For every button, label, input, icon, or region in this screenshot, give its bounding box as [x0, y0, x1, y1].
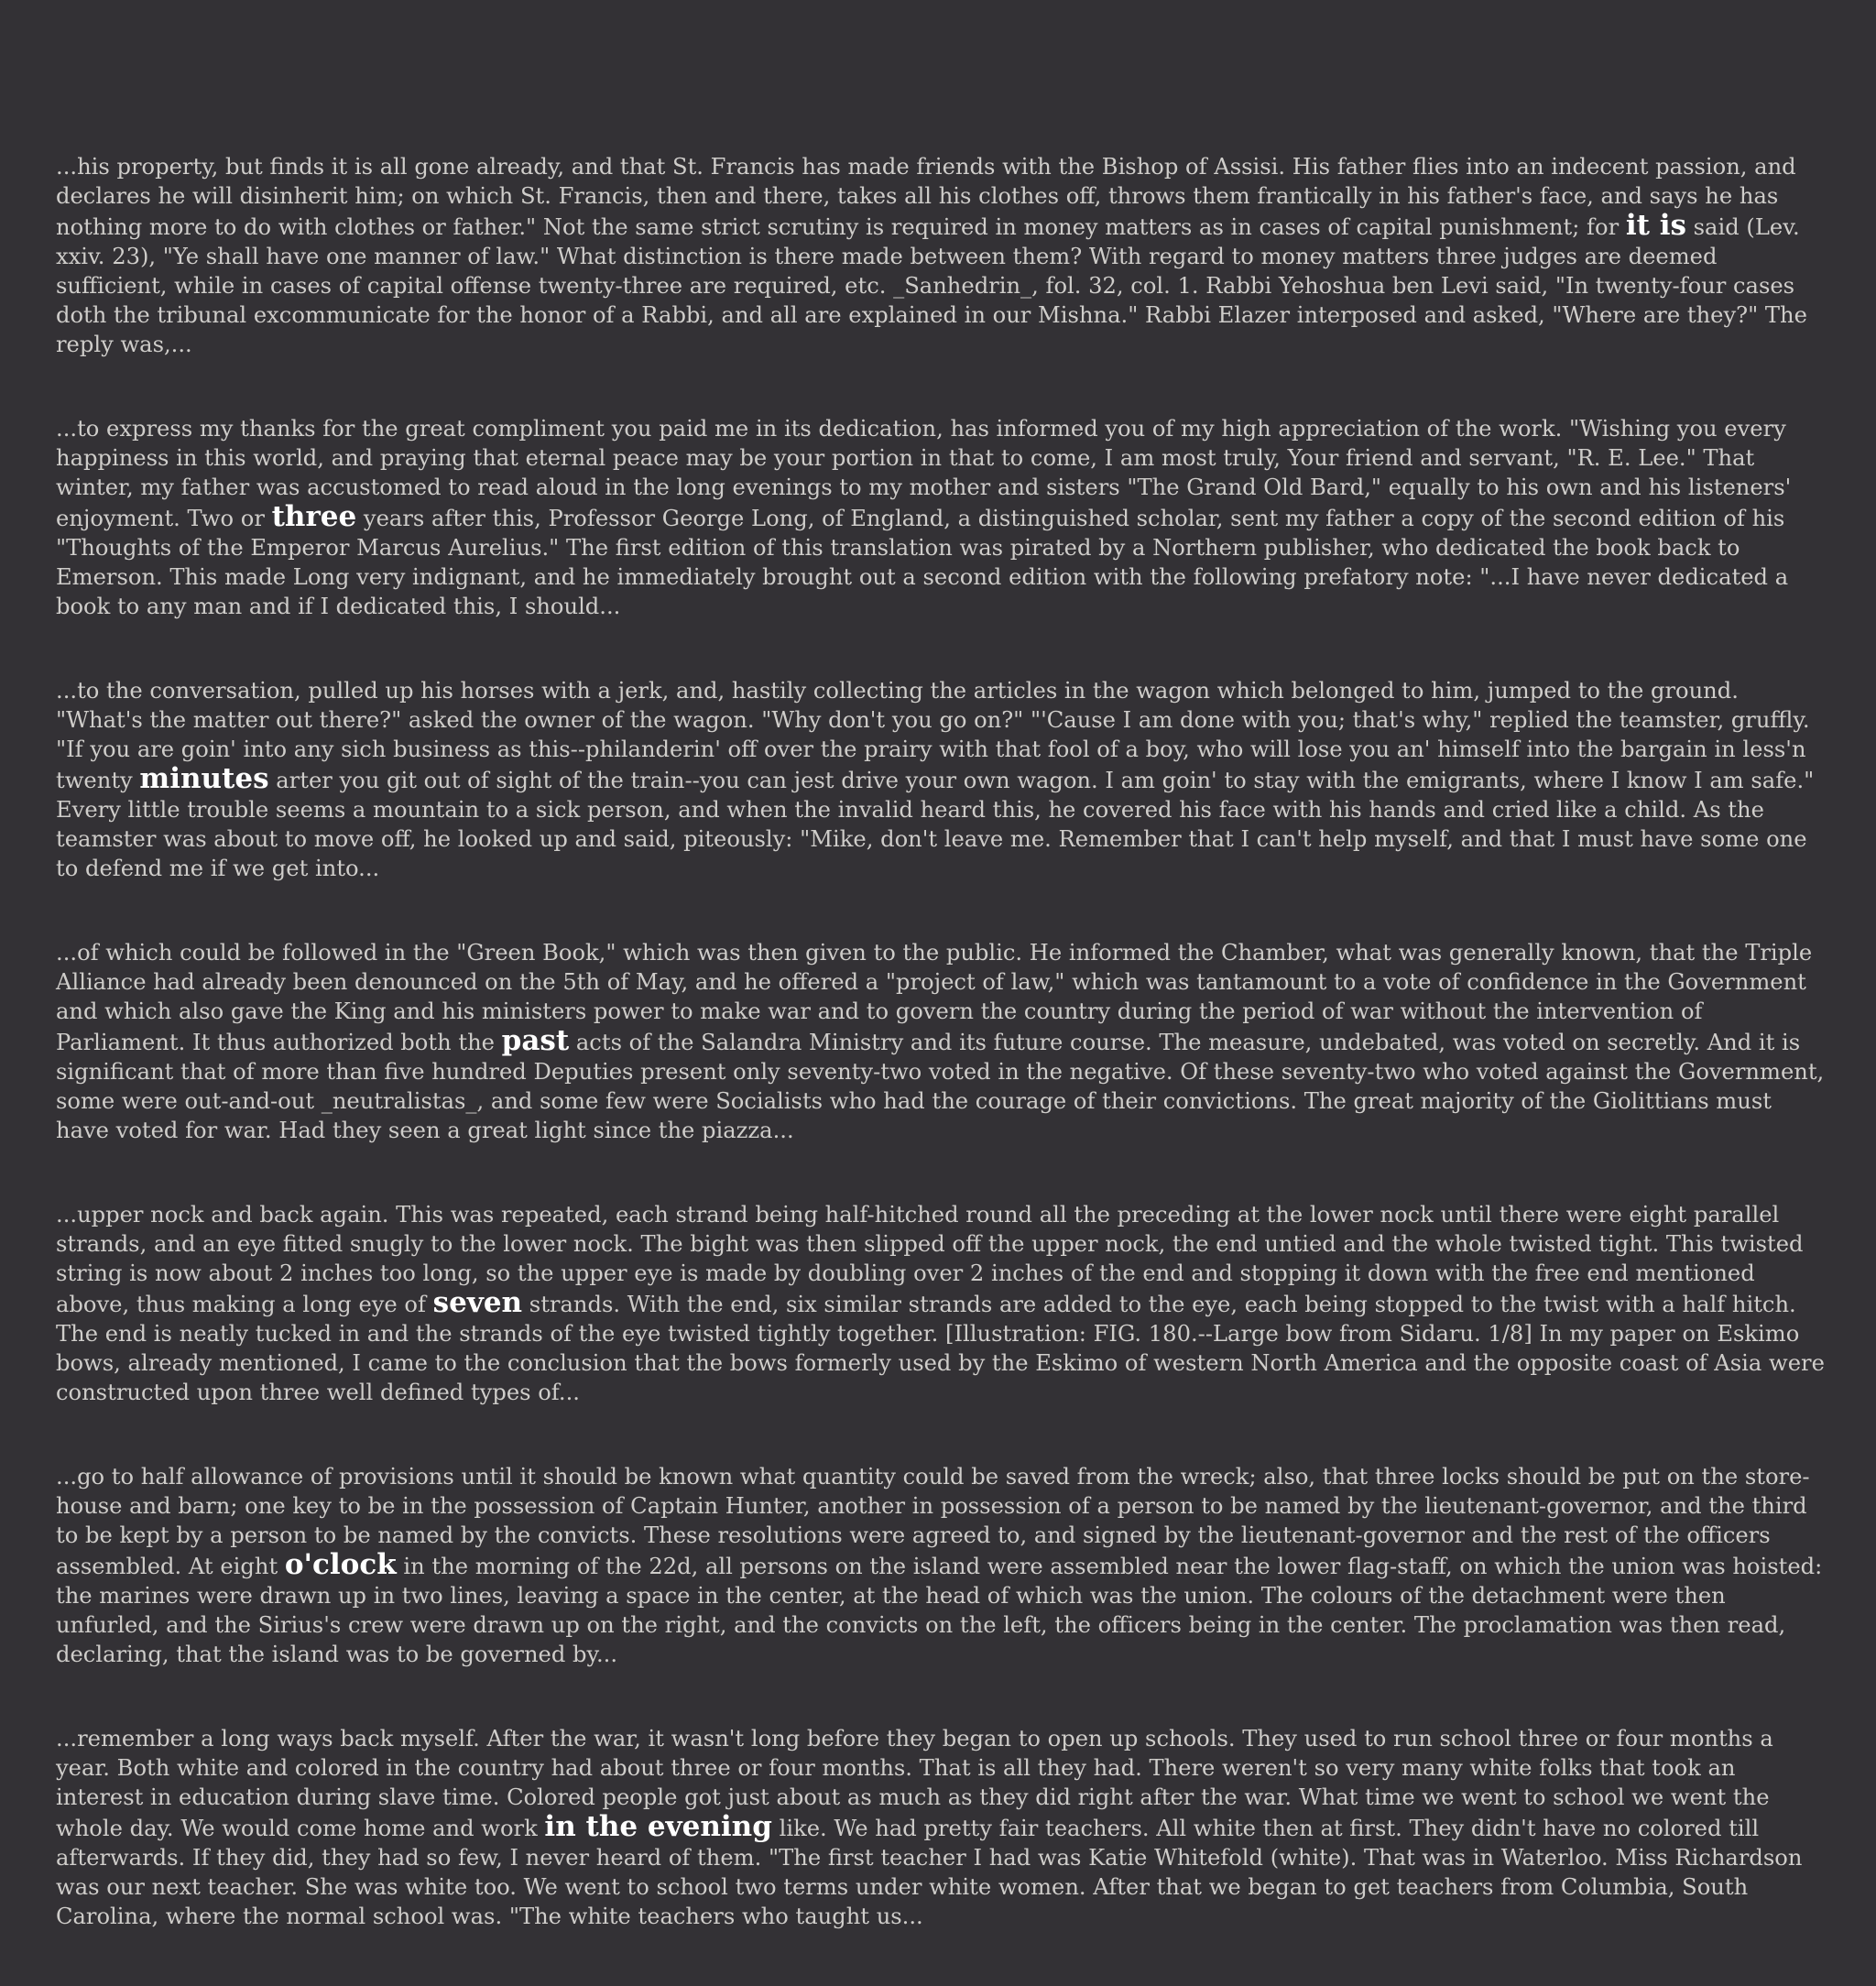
passage-5 — [56, 1200, 1826, 1407]
highlighted-phrase: in the evening — [544, 1810, 772, 1843]
passage-text: arter you git out of sight of the train--you can jest drive your own wagon. I am goin' to stay with the emigrants, where I know I am safe." Every little trouble seems a mountain to a sick person, and when the invalid heard this, he covered his face with his hands and cried like a child. As the teamster was about to move off, he looked up and said, piteously: "Mike, don't leave me. Remember that I can't help myself, and that I must have some one to defend me if we get into... — [56, 768, 1815, 881]
passage-text: ...go to half allowance of provisions until it should be known what quantity could be saved from the wreck; also, that three locks should be put on the store-house and barn; one key to be in the possession of Captain Hunter, another in possession of a person to be named by the lieutenant-governor, and the third to be kept by a person to be named by the convicts. These resolutions were agreed to, and signed by the lieutenant-governor and the rest of the officers assembled. At eight — [56, 1464, 1810, 1579]
passage-text: in the morning of the 22d, all persons on the island were assembled near the lower flag-staff, on which the union was hoisted: the marines were drawn up in two lines, leaving a space in the center, at the head of which was the union. The colours of the detachment were then unfurled, and the Sirius's crew were drawn up on the right, and the convicts on the left, the officers being in the center. The proclamation was then read, declaring, that the island was to be governed by... — [56, 1554, 1823, 1667]
passage-text: ...remember a long ways back myself. After the war, it wasn't long before they began to open up schools. They used to run school three or four months a year. Both white and colored in the country had about three or four months. That is all they had. There weren't so very many white folks that took an interest in education during slave time. Colored people got just about as much as they did right after the war. What time we went to school we went the whole day. We would come home and work — [56, 1726, 1773, 1841]
highlighted-phrase: it is — [1625, 209, 1686, 242]
passage-text: ...upper nock and back again. This was repeated, each strand being half-hitched round all the preceding at the lower nock until there were eight parallel strands, and an eye fitted snugly to the lower nock. The bight was then slipped off the upper nock, the end untied and the whole twisted tight. This twisted string is now about 2 inches too long, so the upper eye is made by doubling over 2 inches of the end and stopping it down with the free end mentioned above, thus making a long eye of — [56, 1202, 1804, 1317]
passage-text: strands. With the end, six similar strands are added to the eye, each being stopped to the twist with a half hitch. The end is neatly tucked in and the strands of the eye twisted tightly together. [Illustration: FIG. 180.--Large bow from Sidaru. 1/8] In my paper on Eskimo bows, already mentioned, I came to the conclusion that the bows formerly used by the Eskimo of western North America and the opposite coast of Asia were constructed upon three well defined types of... — [56, 1292, 1825, 1405]
highlighted-phrase: past — [501, 1024, 570, 1057]
passage-2 — [56, 414, 1826, 621]
passage-6 — [56, 1462, 1826, 1669]
passage-3 — [56, 676, 1826, 883]
passage-text: years after this, Professor George Long, of England, a distinguished scholar, sent my father a copy of the second edition of his "Thoughts of the Emperor Marcus Aurelius." The first edition of this translation was pirated by a Northern publisher, who dedicated the book back to Emerson. This made Long very indignant, and he immediately brought out a second edition with the following prefatory note: "...I have never dedicated a book to any man and if I dedicated this, I should... — [56, 506, 1789, 619]
highlighted-phrase: three — [271, 500, 357, 533]
passage-text: ...of which could be followed in the "Green Book," which was then given to the public. He informed the Chamber, what was generally known, that the Triple Alliance had already been denounced on the 5th of May, and he offered a "project of law," which was tantamount to a vote of confidence in the Government and which also gave the King and his ministers power to make war and to govern the country during the period of war without the intervention of Parliament. It thus authorized both the — [56, 940, 1813, 1055]
highlighted-phrase: seven — [432, 1286, 523, 1319]
passage-4 — [56, 938, 1826, 1145]
passage-text: acts of the Salandra Ministry and its future course. The measure, undebated, was voted on secretly. And it is significant that of more than five hundred Deputies present only seventy-two voted in the negative. Of these seventy-two who voted against the Government, some were out-and-out _neutralistas_, and some few were Socialists who had the courage of their convictions. The great majority of the Giolittians must have voted for war. Had they seen a great light since the piazza... — [56, 1030, 1825, 1143]
passage-text: ...to the conversation, pulled up his horses with a jerk, and, hastily collecting the articles in the wagon which belonged to him, jumped to the ground. "What's the matter out there?" asked the owner of the wagon. "Why don't you go on?" "'Cause I am done with you; that's why," replied the teamster, gruffly. "If you are goin' into any sich business as this--philanderin' off over the prairy with that fool of a boy, who will lose you an' himself into the bargain in less'n twenty — [56, 678, 1810, 793]
passage-text: like. We had pretty fair teachers. All white then at first. They didn't have no colored till afterwards. If they did, they had so few, I never heard of them. "The first teacher I had was Katie Whitefold (white). That was in Waterloo. Miss Richardson was our next teacher. She was white too. We went to school two terms under white women. After that we began to get teachers from Columbia, South Carolina, where the normal school was. "The white teachers who taught us... — [56, 1816, 1803, 1929]
passage-text: ...his property, but finds it is all gone already, and that St. Francis has made friends with the Bishop of Assisi. His father flies into an indecent passion, and declares he will disinherit him; on which St. Francis, then and there, takes all his clothes off, throws them frantically in his father's face, and says he has nothing more to do with clothes or father." Not the same strict scrutiny is required in money matters as in cases of capital punishment; for — [56, 154, 1796, 240]
passage-7 — [56, 1724, 1826, 1931]
text-page — [56, 152, 1826, 1986]
passage-text: said (Lev. xxiv. 23), "Ye shall have one manner of law." What distinction is there made between them? With regard to money matters three judges are deemed sufficient, while in cases of capital offense twenty-three are required, etc. _Sanhedrin_, fol. 32, col. 1. Rabbi Yehoshua ben Levi said, "In twenty-four cases doth the tribunal excommunicate for the honor of a Rabbi, and all are explained in our Mishna." Rabbi Elazer interposed and asked, "Where are they?" The reply was,... — [56, 214, 1807, 357]
passage-text: ...to express my thanks for the great compliment you paid me in its dedication, has informed you of my high appreciation of the work. "Wishing you every happiness in this world, and praying that eternal peace may be your portion in that to come, I am most truly, Your friend and servant, "R. E. Lee." That winter, my father was accustomed to read aloud in the long evenings to my mother and sisters "The Grand Old Bard," equally to his own and his listeners' enjoyment. Two or — [56, 416, 1792, 531]
highlighted-phrase: minutes — [139, 762, 269, 795]
passage-1 — [56, 152, 1826, 359]
highlighted-phrase: o'clock — [284, 1548, 397, 1581]
